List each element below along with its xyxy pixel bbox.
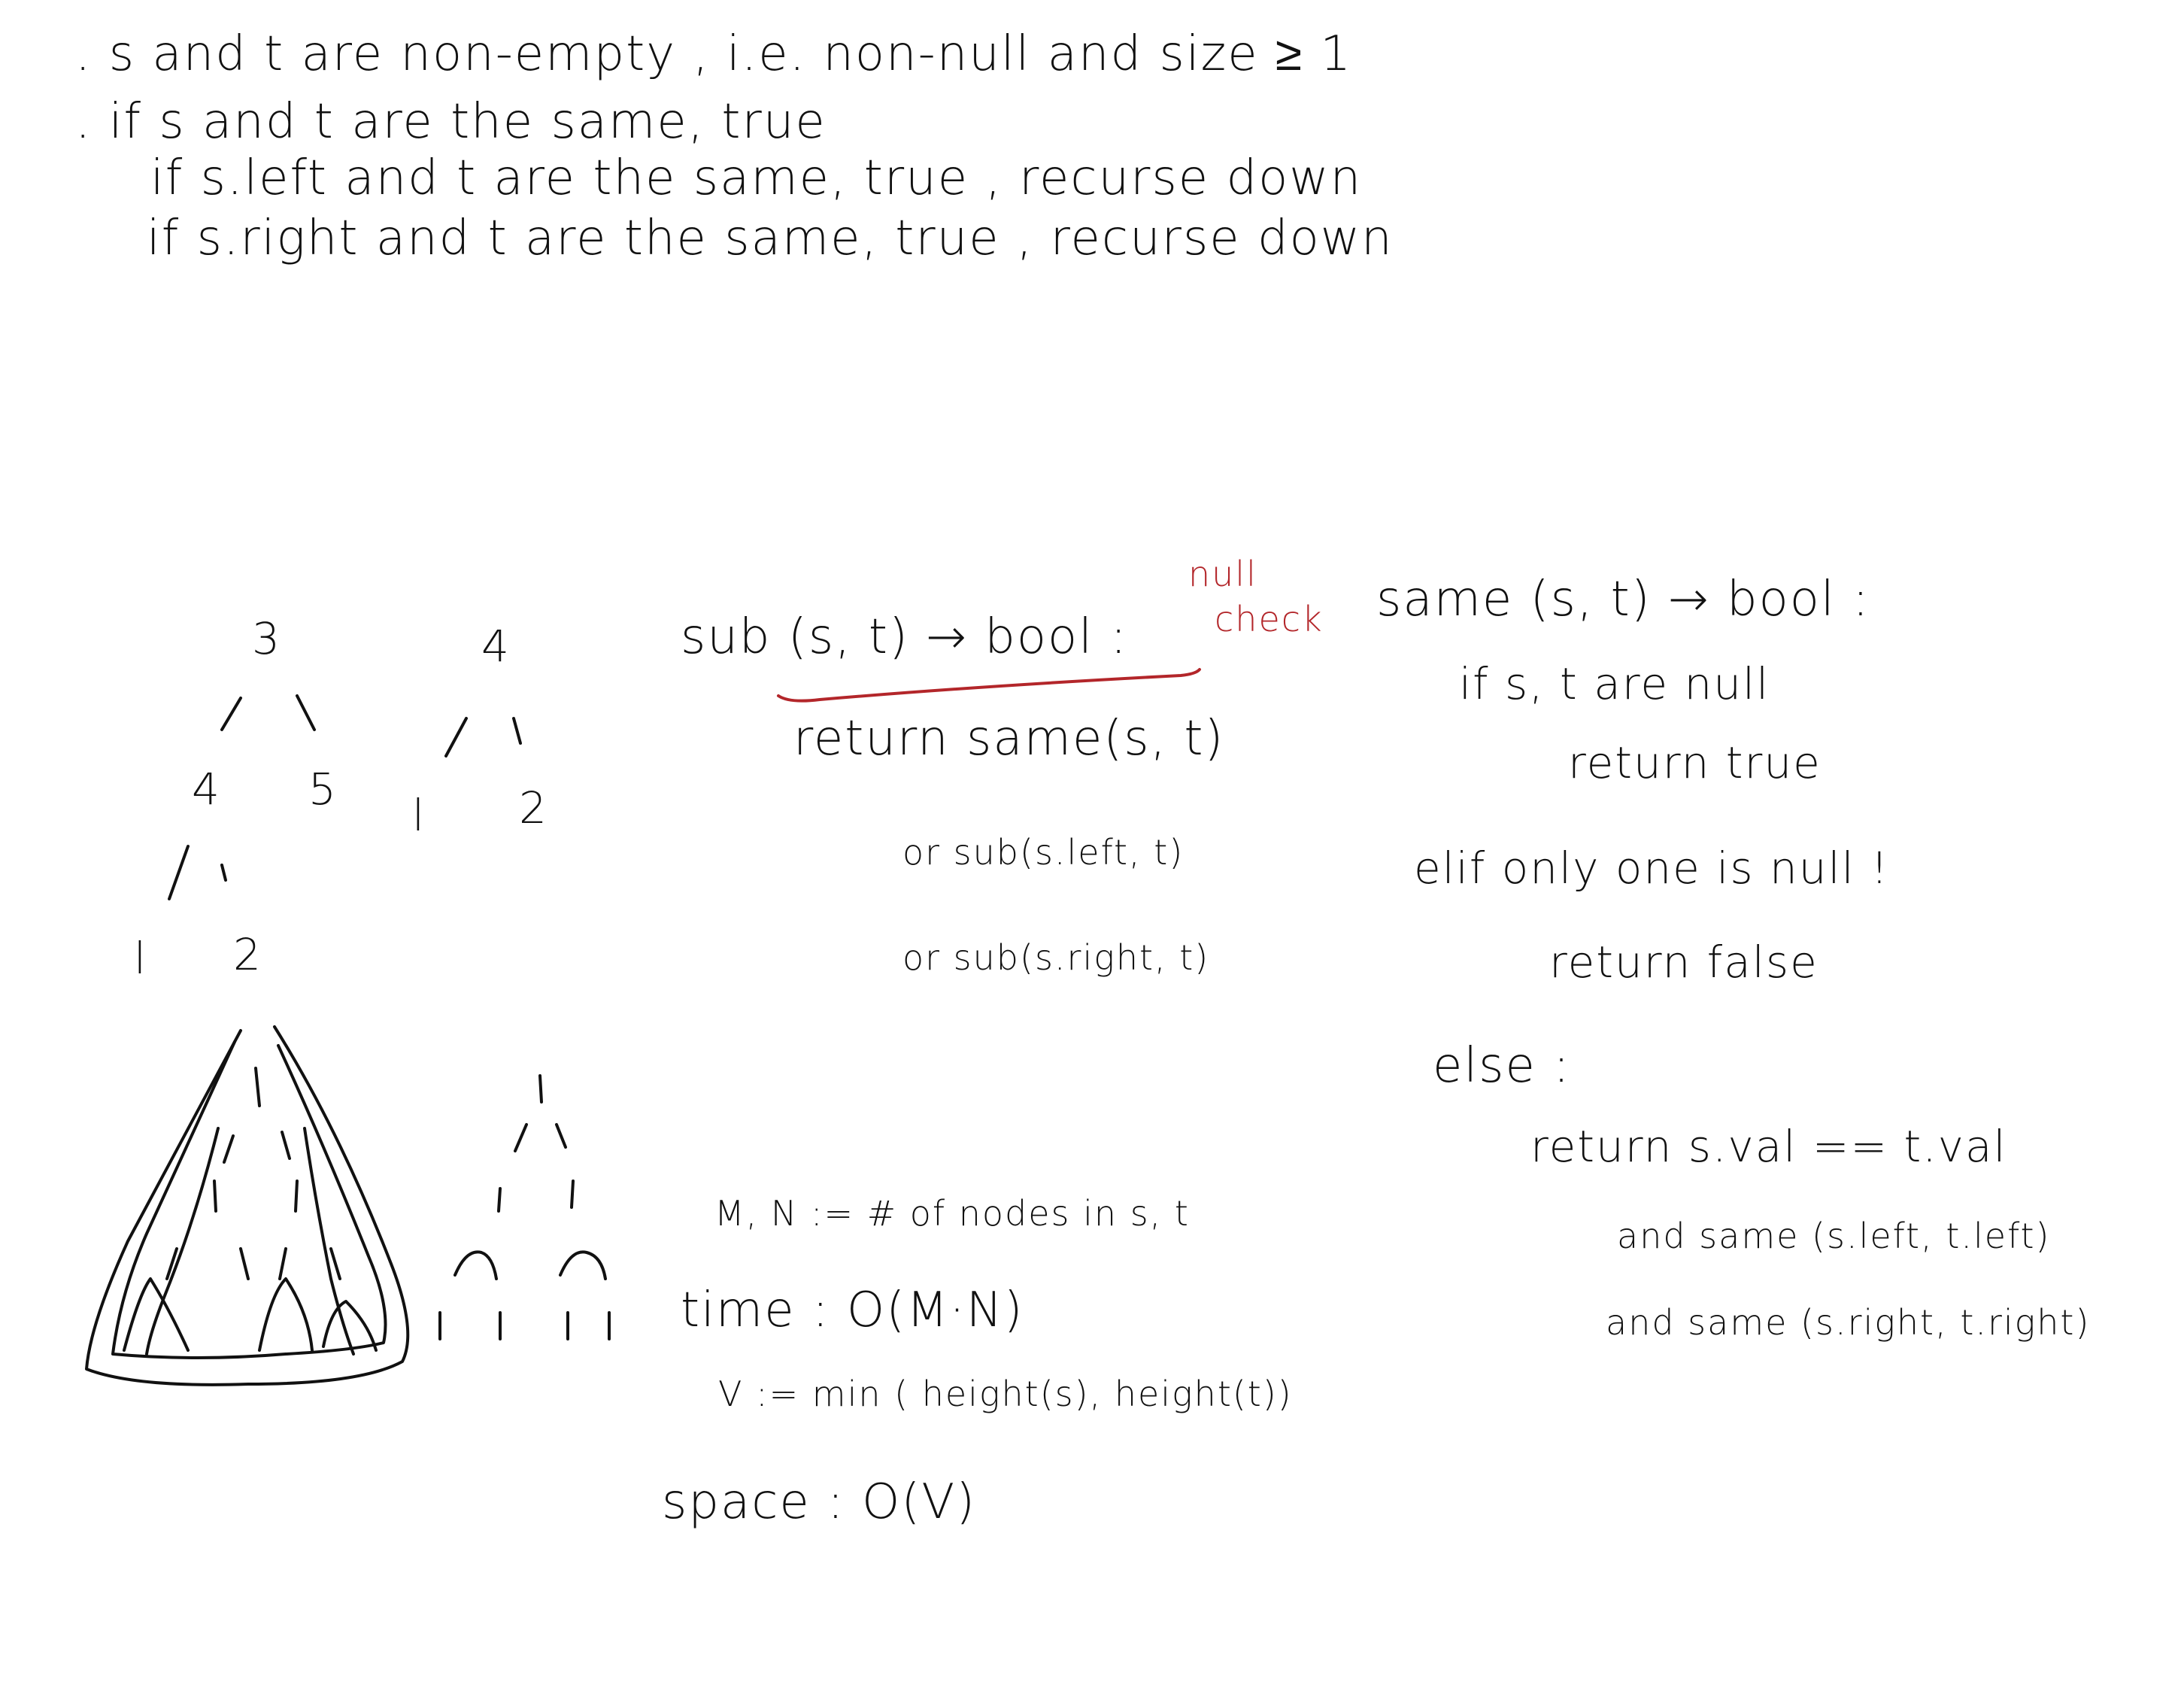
sub-or-right: or sub(s.right, t) [902, 937, 1210, 978]
big-tree-mark [241, 1249, 248, 1279]
tree1-edge-root-left [222, 698, 241, 730]
big-tree-mark [280, 1249, 286, 1279]
small-tree-mark [572, 1181, 573, 1207]
big-tree-mark [214, 1181, 216, 1211]
null-check-underline [778, 669, 1200, 701]
small-tree-mark [540, 1076, 541, 1102]
big-tree-mark [224, 1136, 233, 1162]
null-check-annotation-1: null [1188, 554, 1257, 594]
big-tree-mark [256, 1068, 259, 1106]
tree1-left-left: l [134, 933, 148, 984]
same-return-val: return s.val == t.val [1530, 1121, 2007, 1172]
same-return-true: return true [1568, 737, 1822, 788]
null-check-annotation-2: check [1215, 599, 1324, 639]
big-tree-inner-branch-1 [147, 1128, 218, 1354]
space-complexity: space : O(V) [662, 1474, 977, 1530]
tree2-edge-root-left [446, 718, 466, 756]
big-tree-mark [331, 1249, 340, 1279]
tree1-edge-left-left [169, 846, 188, 899]
big-tree-inner-outline [113, 1042, 386, 1358]
sub-return-line: return same(s, t) [793, 711, 1225, 767]
tree1-root: 3 [252, 613, 281, 664]
tree1-edge-root-right [297, 696, 314, 730]
same-else-line: else : [1433, 1038, 1571, 1094]
tree1-left-right: 2 [233, 929, 262, 980]
same-signature: same (s, t) → bool : [1376, 572, 1870, 627]
small-tree-mark [499, 1189, 500, 1211]
tree2-right: 2 [519, 782, 548, 833]
mn-definition: M, N := # of nodes in s, t [714, 1193, 1190, 1234]
tree2-edge-root-right [514, 718, 520, 743]
tree1-right: 5 [308, 764, 338, 815]
big-tree-mark [296, 1181, 297, 1211]
small-tree-arc [560, 1252, 605, 1279]
tree2-root: 4 [481, 621, 511, 672]
time-complexity: time : O(M·N) [681, 1283, 1024, 1338]
sub-signature: sub (s, t) → bool : [681, 609, 1128, 665]
v-definition: V := min ( height(s), height(t)) [718, 1374, 1293, 1414]
note-line-4: if s.right and t are the same, true , recurse down [147, 211, 1394, 266]
small-tree-arc [455, 1252, 496, 1279]
small-tree-mark [557, 1125, 566, 1147]
same-and-left: and same (s.left, t.left) [1617, 1216, 2051, 1256]
tree2-left: l [412, 790, 426, 841]
tree1-left: 4 [192, 764, 221, 815]
note-line-3: if s.left and t are the same, true , recurse down [150, 150, 1363, 206]
same-return-false: return false [1549, 937, 1818, 988]
note-line-2: . if s and t are the same, true [75, 94, 827, 150]
small-tree-mark [515, 1125, 526, 1151]
big-tree-outer-outline [86, 1027, 408, 1385]
same-and-right: and same (s.right, t.right) [1606, 1302, 2091, 1343]
sub-or-left: or sub(s.left, t) [902, 832, 1185, 873]
big-tree-mark [282, 1132, 290, 1158]
note-line-1: . s and t are non-empty , i.e. non-null and size ≥ 1 [75, 26, 1353, 82]
same-elif-line: elif only one is null ! [1414, 842, 1890, 894]
tree1-edge-left-right [222, 865, 226, 880]
big-tree-leaf-envelope-2 [259, 1279, 312, 1350]
same-if-null: if s, t are null [1459, 658, 1770, 709]
